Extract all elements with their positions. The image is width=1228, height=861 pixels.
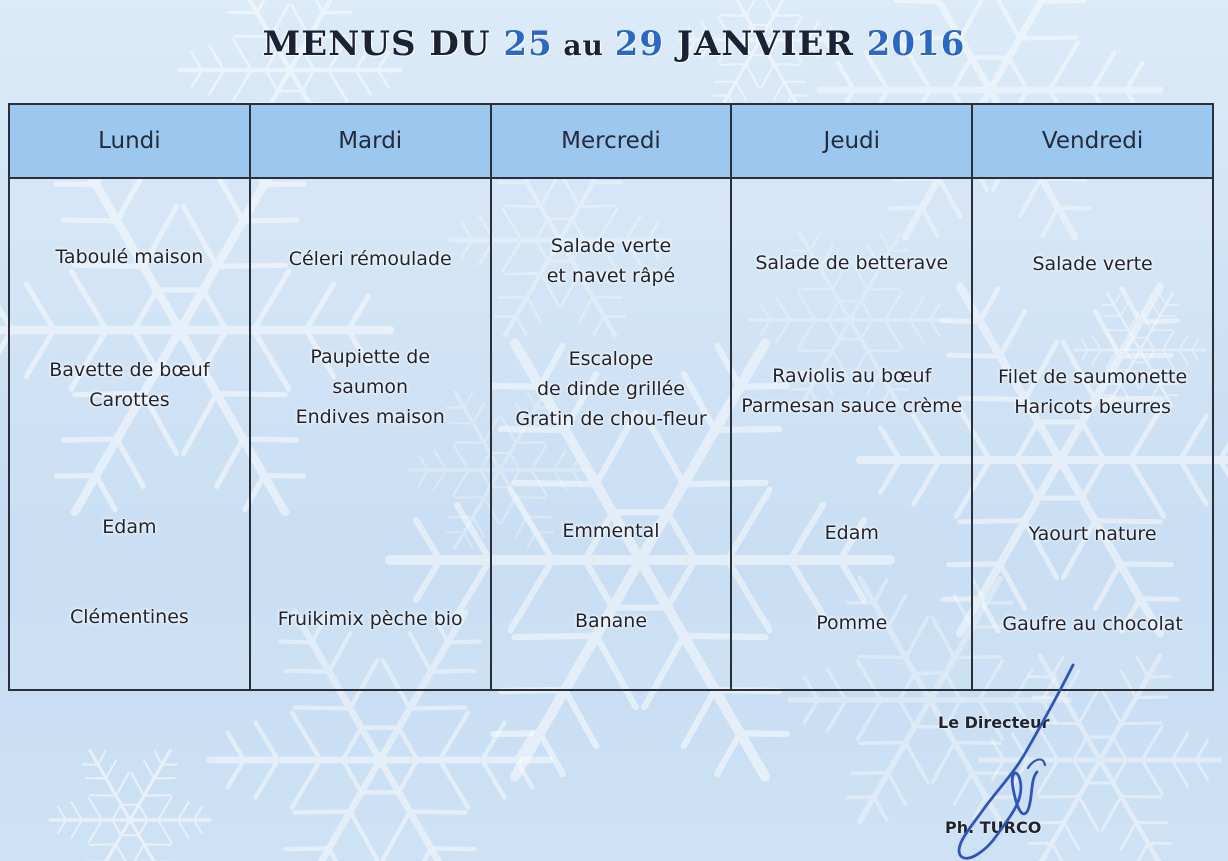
menu-item-line: Fruikimix pèche bio <box>277 608 463 630</box>
menu-item-line: Carottes <box>89 389 170 411</box>
title-month: JANVIER <box>663 24 867 64</box>
menu-item-vendredi-2 <box>973 362 1212 422</box>
menu-item-line: Emmental <box>562 520 660 542</box>
menu-item-line: Edam <box>824 522 879 544</box>
day-header-jeudi: Jeudi <box>731 104 972 178</box>
menu-item-line: Pomme <box>816 612 888 634</box>
day-column-jeudi <box>731 178 972 690</box>
menu-item-line: de dinde grillée <box>536 378 686 400</box>
day-header-mercredi: Mercredi <box>491 104 732 178</box>
title-start-day: 25 <box>503 24 553 64</box>
menu-item-line: saumon <box>332 376 409 398</box>
menu-item-line: Yaourt nature <box>1028 523 1157 545</box>
menu-item-line: Edam <box>102 516 157 538</box>
menu-item-line: Salade verte <box>550 235 672 257</box>
menu-item-vendredi-3 <box>973 519 1212 549</box>
menu-item-jeudi-3 <box>732 518 971 548</box>
menu-item-jeudi-4 <box>732 608 971 638</box>
menu-item-mercredi-2 <box>492 344 731 434</box>
menu-item-line: Parmesan sauce crème <box>741 395 963 417</box>
title-connector: au <box>552 29 615 62</box>
menu-item-mercredi-1 <box>492 231 731 291</box>
menu-item-line: Endives maison <box>295 406 445 428</box>
menu-item-lundi-4 <box>10 602 249 632</box>
menu-item-mercredi-4 <box>492 606 731 636</box>
menu-item-lundi-1 <box>10 242 249 272</box>
day-column-mercredi <box>491 178 732 690</box>
menu-item-jeudi-2 <box>732 361 971 421</box>
menu-item-line: Escalope <box>568 348 654 370</box>
snowflake-shape <box>50 751 210 861</box>
menu-item-line: Salade verte <box>1032 253 1153 275</box>
menu-item-line: Céleri rémoulade <box>288 248 452 270</box>
menu-item-lundi-2 <box>10 355 249 415</box>
menu-item-line: Filet de saumonette <box>998 366 1188 388</box>
day-column-lundi <box>9 178 250 690</box>
menu-item-lundi-3 <box>10 512 249 542</box>
menu-item-line: Paupiette de <box>310 346 431 368</box>
menu-item-line: Gratin de chou-fleur <box>515 408 707 430</box>
menu-item-line: Bavette de bœuf <box>49 359 210 381</box>
menu-item-line: Gaufre au chocolat <box>1002 613 1183 635</box>
director-name: Ph. TURCO <box>945 818 1042 837</box>
day-header-lundi: Lundi <box>9 104 250 178</box>
menu-table <box>8 103 1214 691</box>
menu-item-mardi-2 <box>251 342 490 432</box>
menu-item-mardi-4 <box>251 604 490 634</box>
menu-item-line: Clémentines <box>69 606 189 628</box>
day-column-vendredi <box>972 178 1213 690</box>
menu-item-line: Raviolis au bœuf <box>772 365 932 387</box>
page-title <box>0 24 1228 64</box>
day-header-mardi: Mardi <box>250 104 491 178</box>
title-prefix: MENUS DU <box>262 24 504 64</box>
menu-item-jeudi-1 <box>732 248 971 278</box>
director-label: Le Directeur <box>938 713 1050 732</box>
menu-row <box>9 178 1213 690</box>
menu-item-vendredi-4 <box>973 609 1212 639</box>
menu-item-vendredi-1 <box>973 249 1212 279</box>
day-header-vendredi: Vendredi <box>972 104 1213 178</box>
menu-item-mercredi-3 <box>492 516 731 546</box>
title-year: 2016 <box>866 24 966 64</box>
menu-item-line: Salade de betterave <box>755 252 949 274</box>
title-end-day: 29 <box>614 24 664 64</box>
menu-item-line: Banane <box>574 610 648 632</box>
menu-item-line: Haricots beurres <box>1014 396 1171 418</box>
handwritten-signature <box>925 660 1075 860</box>
menu-item-mardi-1 <box>251 244 490 274</box>
day-column-mardi <box>250 178 491 690</box>
header-row <box>9 104 1213 178</box>
menu-item-line: et navet râpé <box>546 265 676 287</box>
menu-item-line: Taboulé maison <box>55 246 204 268</box>
